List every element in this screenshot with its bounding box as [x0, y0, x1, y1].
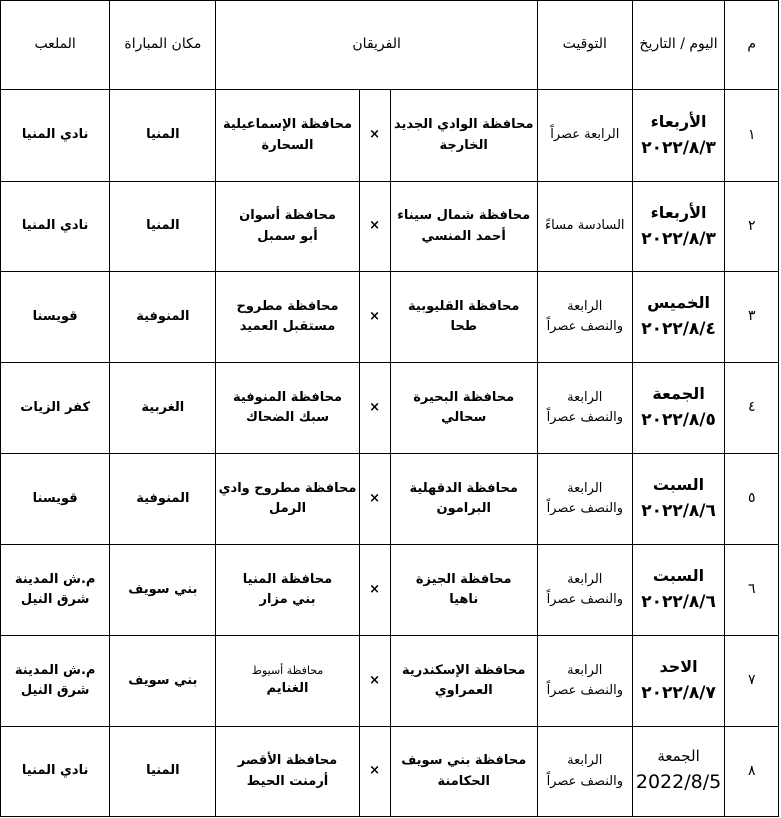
match-date: ٢٠٢٢/٨/٣	[641, 137, 716, 158]
match-venue: المنوفية	[110, 272, 216, 363]
team-away-governorate: محافظة أسيوط	[251, 664, 324, 678]
team-home-club: البرامون	[436, 501, 491, 516]
stadium-line-1: م.ش المدينة	[14, 662, 96, 678]
match-date: ٢٠٢٢/٨/٦	[641, 592, 716, 613]
time-line-2: والنصف عصراً	[546, 773, 624, 789]
header-teams: الفريقان	[216, 1, 537, 90]
team-away	[216, 545, 359, 636]
date-cell	[632, 182, 725, 272]
stadium-line-1: كفر الزيات	[20, 399, 91, 415]
team-home	[390, 272, 537, 363]
versus-mark: ×	[359, 272, 390, 363]
team-home-governorate: محافظة الدقهلية	[409, 480, 518, 496]
stadium-line-1: قويسنا	[32, 490, 78, 506]
time-line-2: والنصف عصراً	[546, 592, 624, 607]
table-row	[1, 727, 779, 817]
stadium-line-1: نادي المنيا	[21, 763, 89, 779]
time-line-1: الرابعة	[567, 753, 603, 769]
team-away-club: الغنايم	[266, 681, 309, 697]
team-away-governorate: محافظة أسوان	[239, 208, 336, 224]
day-name: الجمعة	[652, 384, 705, 404]
match-venue: المنيا	[110, 182, 216, 272]
team-home	[390, 363, 537, 454]
team-home-club: ناهيا	[449, 592, 479, 607]
header-stadium: الملعب	[1, 1, 110, 90]
versus-mark: ×	[359, 363, 390, 454]
team-away-governorate: محافظة الأقصر	[237, 753, 338, 769]
match-venue: بني سويف	[110, 636, 216, 727]
match-date: ٢٠٢٢/٨/٣	[641, 228, 716, 249]
team-home-club: الحكامنة	[437, 773, 490, 789]
versus-mark: ×	[359, 454, 390, 545]
team-away-governorate: محافظة مطروح	[236, 298, 339, 314]
header-time: التوقيت	[537, 1, 632, 90]
stadium-cell	[1, 90, 110, 182]
time-line-1: الرابعة عصراً	[550, 127, 620, 143]
time-cell	[537, 727, 632, 817]
time-line-2: والنصف عصراً	[546, 501, 624, 516]
time-cell	[537, 545, 632, 636]
versus-mark: ×	[359, 90, 390, 182]
team-home	[390, 454, 537, 545]
stadium-cell	[1, 363, 110, 454]
team-home	[390, 90, 537, 182]
team-away-club: الرمل	[268, 501, 307, 516]
team-away-club: أبو سمبل	[257, 228, 318, 244]
stadium-cell	[1, 636, 110, 727]
match-venue: المنيا	[110, 90, 216, 182]
stadium-line-2: شرق النيل	[20, 592, 90, 607]
table-row	[1, 272, 779, 363]
date-cell	[632, 90, 725, 182]
team-away-club: السحارة	[261, 137, 314, 153]
team-away-governorate: محافظة المنيا	[242, 571, 333, 587]
team-home	[390, 182, 537, 272]
team-home-governorate: محافظة الإسكندرية	[402, 662, 526, 678]
team-home-club: العمراوي	[434, 683, 493, 698]
versus-mark: ×	[359, 545, 390, 636]
day-name: الخميس	[647, 293, 710, 313]
time-line-2: والنصف عصراً	[546, 319, 624, 334]
row-number: ٢	[725, 182, 779, 272]
time-line-1: الرابعة	[567, 571, 603, 587]
team-away-club: سبك الضحاك	[246, 410, 330, 425]
team-home-club: أحمد المنسي	[421, 228, 506, 244]
time-line-1: الرابعة	[567, 662, 603, 678]
team-home	[390, 727, 537, 817]
team-away-club: مستقبل العميد	[239, 319, 336, 334]
header-venue: مكان المباراة	[110, 1, 216, 90]
match-venue: بني سويف	[110, 545, 216, 636]
team-home	[390, 545, 537, 636]
date-cell	[632, 272, 725, 363]
time-line-1: الرابعة	[567, 298, 603, 314]
match-venue: المنيا	[110, 727, 216, 817]
time-line-2: والنصف عصراً	[546, 683, 624, 698]
header-row	[1, 1, 779, 90]
team-away	[216, 90, 359, 182]
versus-mark: ×	[359, 636, 390, 727]
row-number: ٧	[725, 636, 779, 727]
team-home-club: الخارجة	[439, 137, 488, 153]
team-away	[216, 636, 359, 727]
time-cell	[537, 454, 632, 545]
match-date: ٢٠٢٢/٨/٥	[641, 410, 716, 431]
row-number: ٥	[725, 454, 779, 545]
table-row	[1, 182, 779, 272]
time-line-1: الرابعة	[567, 480, 603, 496]
versus-mark: ×	[359, 182, 390, 272]
team-home-governorate: محافظة شمال سيناء	[397, 208, 531, 224]
team-away-club: أرمنت الحيط	[246, 773, 329, 789]
team-away-governorate: محافظة مطروح وادي	[218, 480, 357, 496]
stadium-line-2: شرق النيل	[20, 683, 90, 698]
table-row	[1, 636, 779, 727]
stadium-line-1: قويسنا	[32, 308, 78, 324]
match-date: ٢٠٢٢/٨/٦	[641, 501, 716, 522]
team-away-governorate: محافظة المنوفية	[232, 389, 343, 405]
day-name: السبت	[652, 475, 705, 495]
match-venue: المنوفية	[110, 454, 216, 545]
row-number: ٦	[725, 545, 779, 636]
day-name: الجمعة	[657, 747, 700, 766]
team-away	[216, 182, 359, 272]
stadium-cell	[1, 454, 110, 545]
time-cell	[537, 636, 632, 727]
team-away-governorate: محافظة الإسماعيلية	[222, 117, 353, 133]
row-number: ٨	[725, 727, 779, 817]
date-cell	[632, 636, 725, 727]
stadium-cell	[1, 182, 110, 272]
table-row	[1, 90, 779, 182]
date-cell	[632, 545, 725, 636]
team-away	[216, 272, 359, 363]
time-cell	[537, 272, 632, 363]
stadium-cell	[1, 272, 110, 363]
stadium-line-1: نادي المنيا	[21, 218, 89, 234]
stadium-cell	[1, 545, 110, 636]
match-venue: الغربية	[110, 363, 216, 454]
stadium-line-1: م.ش المدينة	[14, 571, 96, 587]
time-line-2: والنصف عصراً	[546, 410, 624, 425]
date-cell	[632, 727, 725, 817]
match-date: ٢٠٢٢/٨/٤	[641, 319, 716, 340]
time-line-1: الرابعة	[567, 389, 603, 405]
row-number: ١	[725, 90, 779, 182]
date-cell	[632, 363, 725, 454]
team-away	[216, 363, 359, 454]
team-home-governorate: محافظة الجيزة	[415, 571, 512, 587]
day-name: الأربعاء	[650, 111, 707, 131]
team-away-club: بني مزار	[259, 592, 316, 607]
match-date: 2022/8/5	[635, 771, 722, 794]
team-home-governorate: محافظة الوادي الجديد	[393, 117, 534, 133]
team-home-governorate: محافظة البحيرة	[413, 389, 515, 405]
date-cell	[632, 454, 725, 545]
team-home-governorate: محافظة بني سويف	[401, 753, 527, 769]
team-away	[216, 454, 359, 545]
versus-mark: ×	[359, 727, 390, 817]
team-home	[390, 636, 537, 727]
row-number: ٣	[725, 272, 779, 363]
table-row	[1, 454, 779, 545]
time-cell	[537, 363, 632, 454]
time-line-1: السادسة مساءً	[545, 218, 625, 234]
team-home-club: طحا	[450, 319, 477, 334]
stadium-cell	[1, 727, 110, 817]
match-date: ٢٠٢٢/٨/٧	[641, 683, 716, 704]
row-number: ٤	[725, 363, 779, 454]
header-num: م	[725, 1, 779, 90]
table-row	[1, 363, 779, 454]
team-home-club: سحالي	[441, 410, 487, 425]
day-name: السبت	[652, 566, 705, 586]
header-date: اليوم / التاريخ	[632, 1, 725, 90]
table-row	[1, 545, 779, 636]
team-away	[216, 727, 359, 817]
time-cell	[537, 182, 632, 272]
time-cell	[537, 90, 632, 182]
team-home-governorate: محافظة القليوبية	[408, 298, 520, 314]
stadium-line-1: نادي المنيا	[21, 127, 89, 143]
day-name: الأربعاء	[650, 202, 707, 222]
day-name: الاحد	[659, 657, 698, 677]
